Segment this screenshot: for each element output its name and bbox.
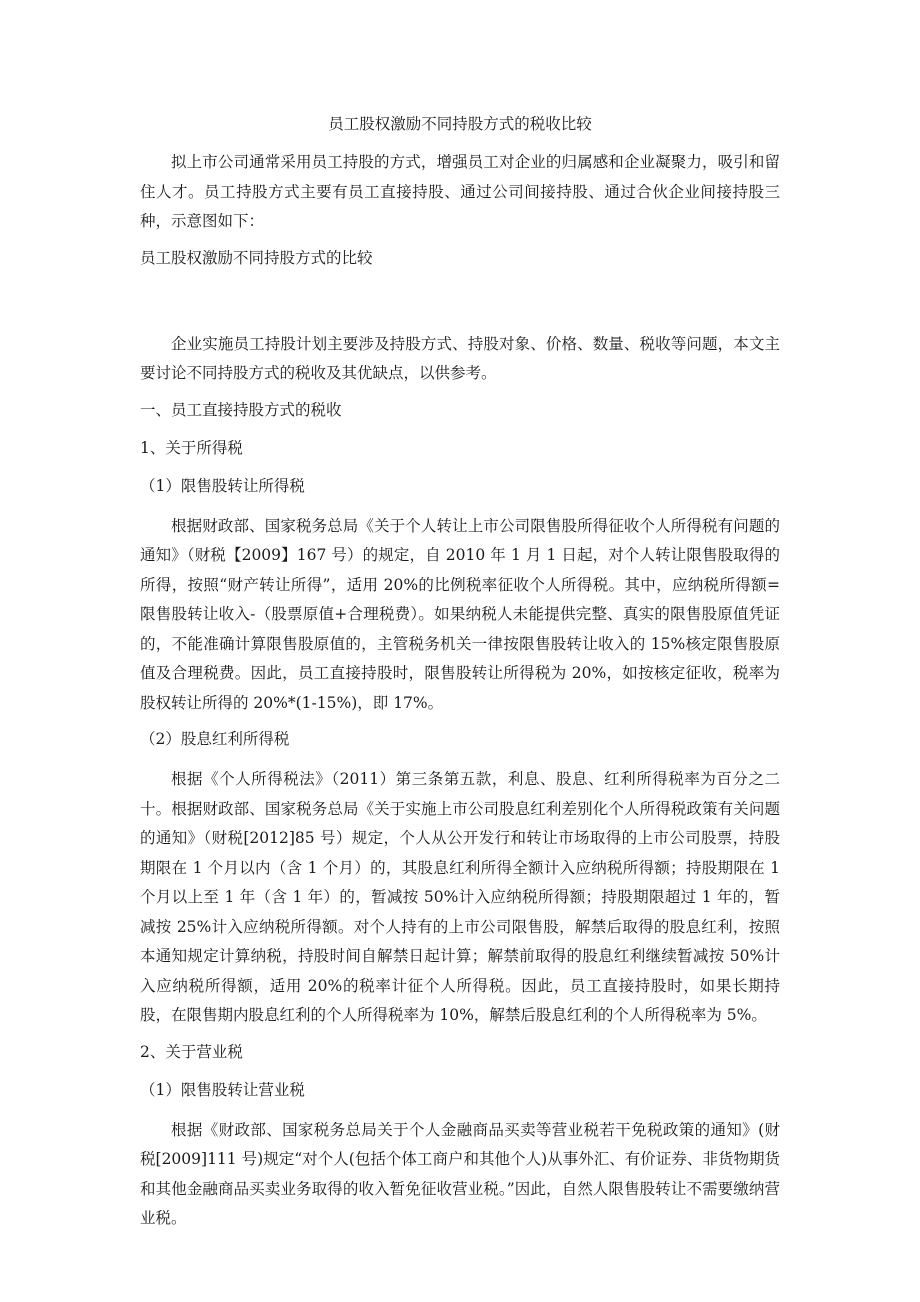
figure-caption: 员工股权激励不同持股方式的比较 [140, 248, 373, 267]
section-heading-1: 一、员工直接持股方式的税收 [140, 400, 342, 419]
item-heading-dividend-tax: （2）股息红利所得税 [140, 730, 290, 748]
overview-paragraph: 企业实施员工持股计划主要涉及持股方式、持股对象、价格、数量、税收等问题，本文主要讨论不同持股方式的税收及其优缺点，以供参考。 [140, 334, 780, 382]
restricted-share-tax-paragraph: 根据财政部、国家税务总局《关于个人转让上市公司限售股所得征收个人所得税有问题的通知》（财税【2009】167 号）的规定，自 2010 年 1 月 1 日起，对个人转让限售股取得的所得，按照“财产转让所得”，适用 20%的比例税率征收个人所得税。其中，应纳税所得额=限售股转让收入-（股票原值+合理税费）。如果纳税人未能提供完整、真实的限售股原值凭证的，不能准确计算限售股原值的，主管税务机关一律按限售股转让收入的 15%核定限售股原值及合理税费。因此，员工直接持股时，限售股转让所得税为 20%，如按核定征收，税率为股权转让所得的 20%*(1-15%)，即 17%。 [140, 516, 780, 712]
document-page [140, 112, 780, 1243]
subsection-heading-income-tax: 1、关于所得税 [140, 438, 243, 457]
figure-placeholder [140, 284, 780, 330]
dividend-tax-paragraph: 根据《个人所得税法》（2011）第三条第五款，利息、股息、红利所得税率为百分之二十。根据财政部、国家税务总局《关于实施上市公司股息红利差别化个人所得税政策有关问题的通知》（财税[2012]85 号）规定，个人从公开发行和转让市场取得的上市公司股票，持股期限在 1 个月以内（含 1 个月）的，其股息红利所得全额计入应纳税所得额；持股期限在 1 个月以上至 1 年（含 1 年）的，暂减按 50%计入应纳税所得额；持股期限超过 1 年的，暂减按 25%计入应纳税所得额。对个人持有的上市公司限售股，解禁后取得的股息红利，按照本通知规定计算纳税，持股时间自解禁日起计算；解禁前取得的股息红利继续暂减按 50%计入应纳税所得额，适用 20%的税率计征个人所得税。因此，员工直接持股时，如果长期持股，在限售期内股息红利的个人所得税率为 10%，解禁后股息红利的个人所得税率为 5%。 [140, 770, 780, 1024]
business-tax-paragraph: 根据《财政部、国家税务总局关于个人金融商品买卖等营业税若干免税政策的通知》(财税[2009]111 号)规定“对个人(包括个体工商户和其他个人)从事外汇、有价证券、非货物期货和其他金融商品买卖业务取得的收入暂免征收营业税。”因此，自然人限售股转让不需要缴纳营业税。 [140, 1120, 780, 1227]
item-heading-restricted-share-business-tax: （1）限售股转让营业税 [140, 1080, 305, 1099]
item-heading-restricted-share-tax: （1）限售股转让所得税 [140, 476, 305, 495]
subsection-heading-business-tax: 2、关于营业税 [140, 1042, 243, 1061]
document-title: 员工股权激励不同持股方式的税收比较 [328, 115, 592, 133]
intro-paragraph: 拟上市公司通常采用员工持股的方式，增强员工对企业的归属感和企业凝聚力，吸引和留住人才。员工持股方式主要有员工直接持股、通过公司间接持股、通过合伙企业间接持股三种，示意图如下： [140, 153, 780, 230]
